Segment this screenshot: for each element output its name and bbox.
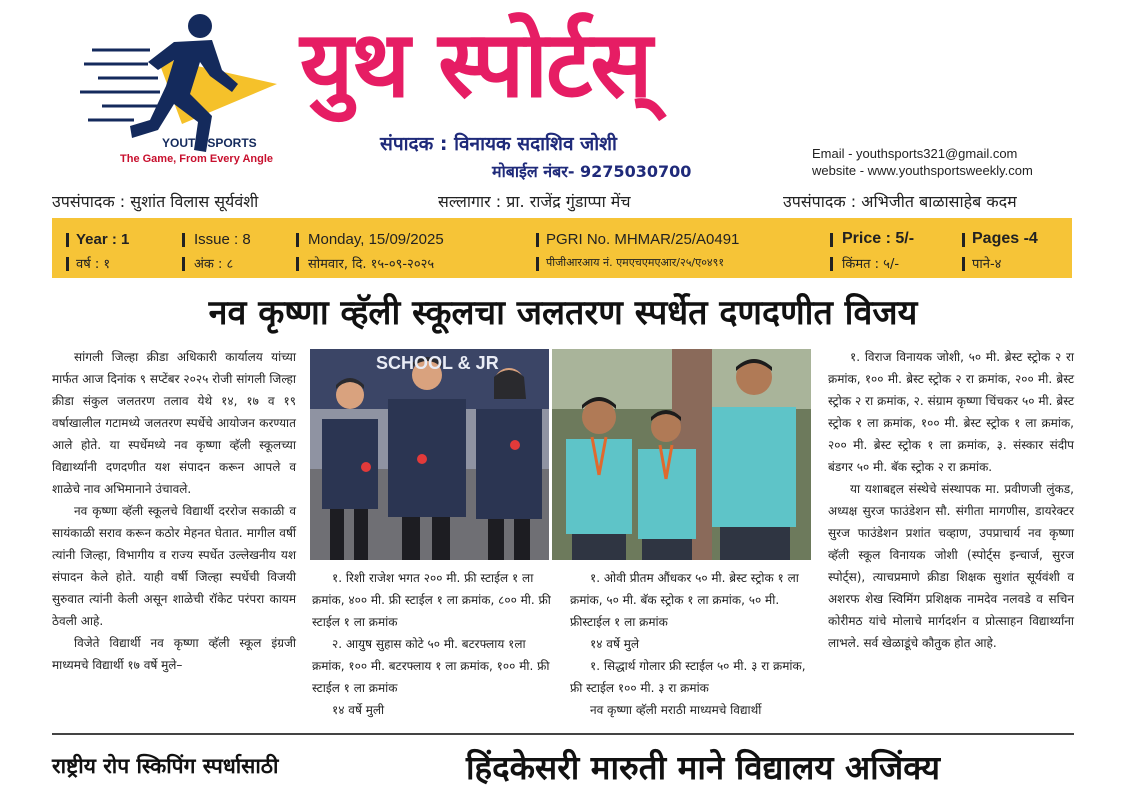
article-paragraph: १. विराज विनायक जोशी, ५० मी. ब्रेस्ट स्ट्रोक २ रा क्रमांक, १०० मी. ब्रेस्ट स्ट्रोक २ रा क्रमांक, २०० मी. ब्रेस्ट स्ट्रोक २ रा क्रमांक, २. संग्राम कृष्णा चिंचकर ५० मी. ब्रेस्ट स्ट्रोक १ ला क्रमांक, १०० मी. ब्रेस्ट स्ट्रोक १ ला क्रमांक, २०० मी. ब्रेस्ट स्ट्रोक १ ला क्रमांक, ३. संस्कार संदीप बंडगर ५० मी. बॅक स्ट्रोक २ रा क्रमांक. — [828, 350, 1074, 474]
issue-en: Issue : 8 — [194, 231, 251, 248]
sub-editor-right: उपसंपादक : अभिजीत बाळासाहेब कदम — [783, 192, 1017, 211]
pgri-en: PGRI No. MHMAR/25/A0491 — [546, 231, 740, 248]
issue-info-bar — [52, 218, 1072, 278]
year-en: Year : 1 — [76, 231, 130, 248]
photo-students-left — [310, 349, 549, 560]
logo-text: YOUTH SPORTS — [162, 136, 257, 150]
year-mr: वर्ष : १ — [76, 257, 111, 272]
price-mr: किंमत : ५/- — [842, 257, 900, 272]
sub-headline-right: हिंदकेसरी मारुती माने विद्यालय अजिंक्य — [466, 748, 940, 787]
pages-en: Pages -4 — [972, 230, 1038, 247]
pages-mr: पाने-४ — [972, 257, 1002, 272]
caption-left — [312, 567, 552, 721]
sub-editor-left: उपसंपादक : सुशांत विलास सूर्यवंशी — [52, 192, 259, 211]
section-divider — [52, 733, 1074, 735]
article-paragraph: या यशाबद्दल संस्थेचे संस्थापक मा. प्रवीणजी लुंकड, अध्यक्ष सुरज फाउंडेशन सौ. संगीता मागणीस, डायरेक्टर सुरज फाउंडेशन प्रशांत चव्हाण, उपप्राचार्य नव कृष्णा व्हॅली स्कूल विनायक जोशी (स्पोर्ट्स इन्चार्ज, सुरज स्पोर्ट्स), त्याचप्रमाणे क्रीडा शिक्षक सुशांत सूर्यवंशी व अशरफ शेख स्विमिंग प्रशिक्षक नामदेव नलवडे व सचिन कोरीमठ यांचे मोलाचे मार्गदर्शन व प्रोत्साहन विद्यार्थ्यांना लाभले. सर्व खेळाडूंचे कौतुक होत आहे. — [828, 482, 1074, 650]
caption-paragraph: नव कृष्णा व्हॅली मराठी माध्यमचे विद्यार्थी — [590, 703, 762, 717]
caption-paragraph: १४ वर्षे मुले — [590, 637, 640, 651]
caption-paragraph: १. रिशी राजेश भगत २०० मी. फ्री स्टाईल १ ला क्रमांक, ४०० मी. फ्री स्टाईल १ ला क्रमांक, ८०० मी. फ्री स्टाईल १ ला क्रमांक — [312, 571, 551, 629]
masthead-title: युथ स्पोर्टस् — [300, 11, 651, 118]
caption-paragraph: २. आयुष सुहास कोटे ५० मी. बटरफ्लाय १ला क्रमांक, १०० मी. बटरफ्लाय १ ला क्रमांक, १०० मी. फ्री स्टाईल १ ला क्रमांक — [312, 637, 550, 695]
caption-paragraph: १. ओवी प्रीतम औंधकर ५० मी. ब्रेस्ट स्ट्रोक १ ला क्रमांक, ५० मी. बॅक स्ट्रोक १ ला क्रमांक, ५० मी. फ्रीस्टाईल १ ला क्रमांक — [570, 571, 799, 629]
editor-name: संपादक : विनायक सदाशिव जोशी — [380, 133, 617, 155]
date-en: Monday, 15/09/2025 — [308, 231, 444, 248]
pgri-mr: पीजीआरआय नं. एमएचएमएआर/२५/ए०४९१ — [546, 256, 725, 269]
sub-headline-left: राष्ट्रीय रोप स्किपिंग स्पर्धासाठी — [52, 754, 279, 778]
article-column-4 — [828, 346, 1074, 654]
email-text: Email - youthsports321@gmail.com — [812, 146, 1018, 161]
article-paragraph: सांगली जिल्हा क्रीडा अधिकारी कार्यालय यांच्या मार्फत आज दिनांक ९ सप्टेंबर २०२५ रोजी सांगली जिल्हा क्रीडा संकुल जलतरण तलाव येथे १४, १७ व १९ वर्षाखालील गटामध्ये जलतरण स्पर्धेचे आयोजन करण्यात आले होते. या स्पर्धेमध्ये नव कृष्णा व्हॅली स्कूलच्या विद्यार्थ्यांनी दणदणीत यश संपादन करून आपले व शाळेचे नाव अभिमानाने उंचावले. — [52, 350, 296, 496]
photo-banner-text: SCHOOL & JR — [376, 353, 499, 373]
caption-right — [570, 567, 812, 721]
advisor: सल्लागार : प्रा. राजेंद्र गुंडाप्पा मेंच — [438, 192, 631, 211]
logo-tagline: The Game, From Every Angle — [120, 153, 274, 165]
website-text: website - www.youthsportsweekly.com — [812, 163, 1033, 178]
mobile-number: मोबाईल नंबर- 9275030700 — [492, 162, 692, 181]
caption-paragraph: १४ वर्षे मुली — [332, 703, 385, 717]
price-en: Price : 5/- — [842, 230, 915, 247]
article-paragraph: नव कृष्णा व्हॅली स्कूलचे विद्यार्थी दररोज सकाळी व सायंकाळी सराव करून कठोर मेहनत घेतात. मागील वर्षी त्यांनी जिल्हा, विभागीय व राज्य स्पर्धेत उल्लेखनीय यश संपादन केले होते. याही वर्षी जिल्हा स्पर्धेची विजयी सुरुवात त्यांनी केली असून शाळेची रॉकेट परंपरा कायम ठेवली आहे. — [52, 504, 296, 628]
caption-paragraph: १. सिद्धार्थ गोलार फ्री स्टाईल ५० मी. ३ रा क्रमांक, फ्री स्टाईल १०० मी. ३ रा क्रमांक — [570, 659, 806, 695]
article-paragraph: विजेते विद्यार्थी नव कृष्णा व्हॅली स्कूल इंग्रजी माध्यमचे विद्यार्थी १७ वर्षे मुले– — [52, 636, 296, 672]
contact-block — [812, 145, 1033, 179]
article-column-1 — [52, 346, 296, 676]
article-headline: नव कृष्णा व्हॅली स्कूलचा जलतरण स्पर्धेत दणदणीत विजय — [208, 293, 918, 333]
issue-mr: अंक : ८ — [194, 257, 234, 272]
photo-students-right — [552, 349, 811, 560]
youth-sports-logo — [62, 12, 302, 180]
date-mr: सोमवार, दि. १५-०९-२०२५ — [308, 257, 435, 272]
